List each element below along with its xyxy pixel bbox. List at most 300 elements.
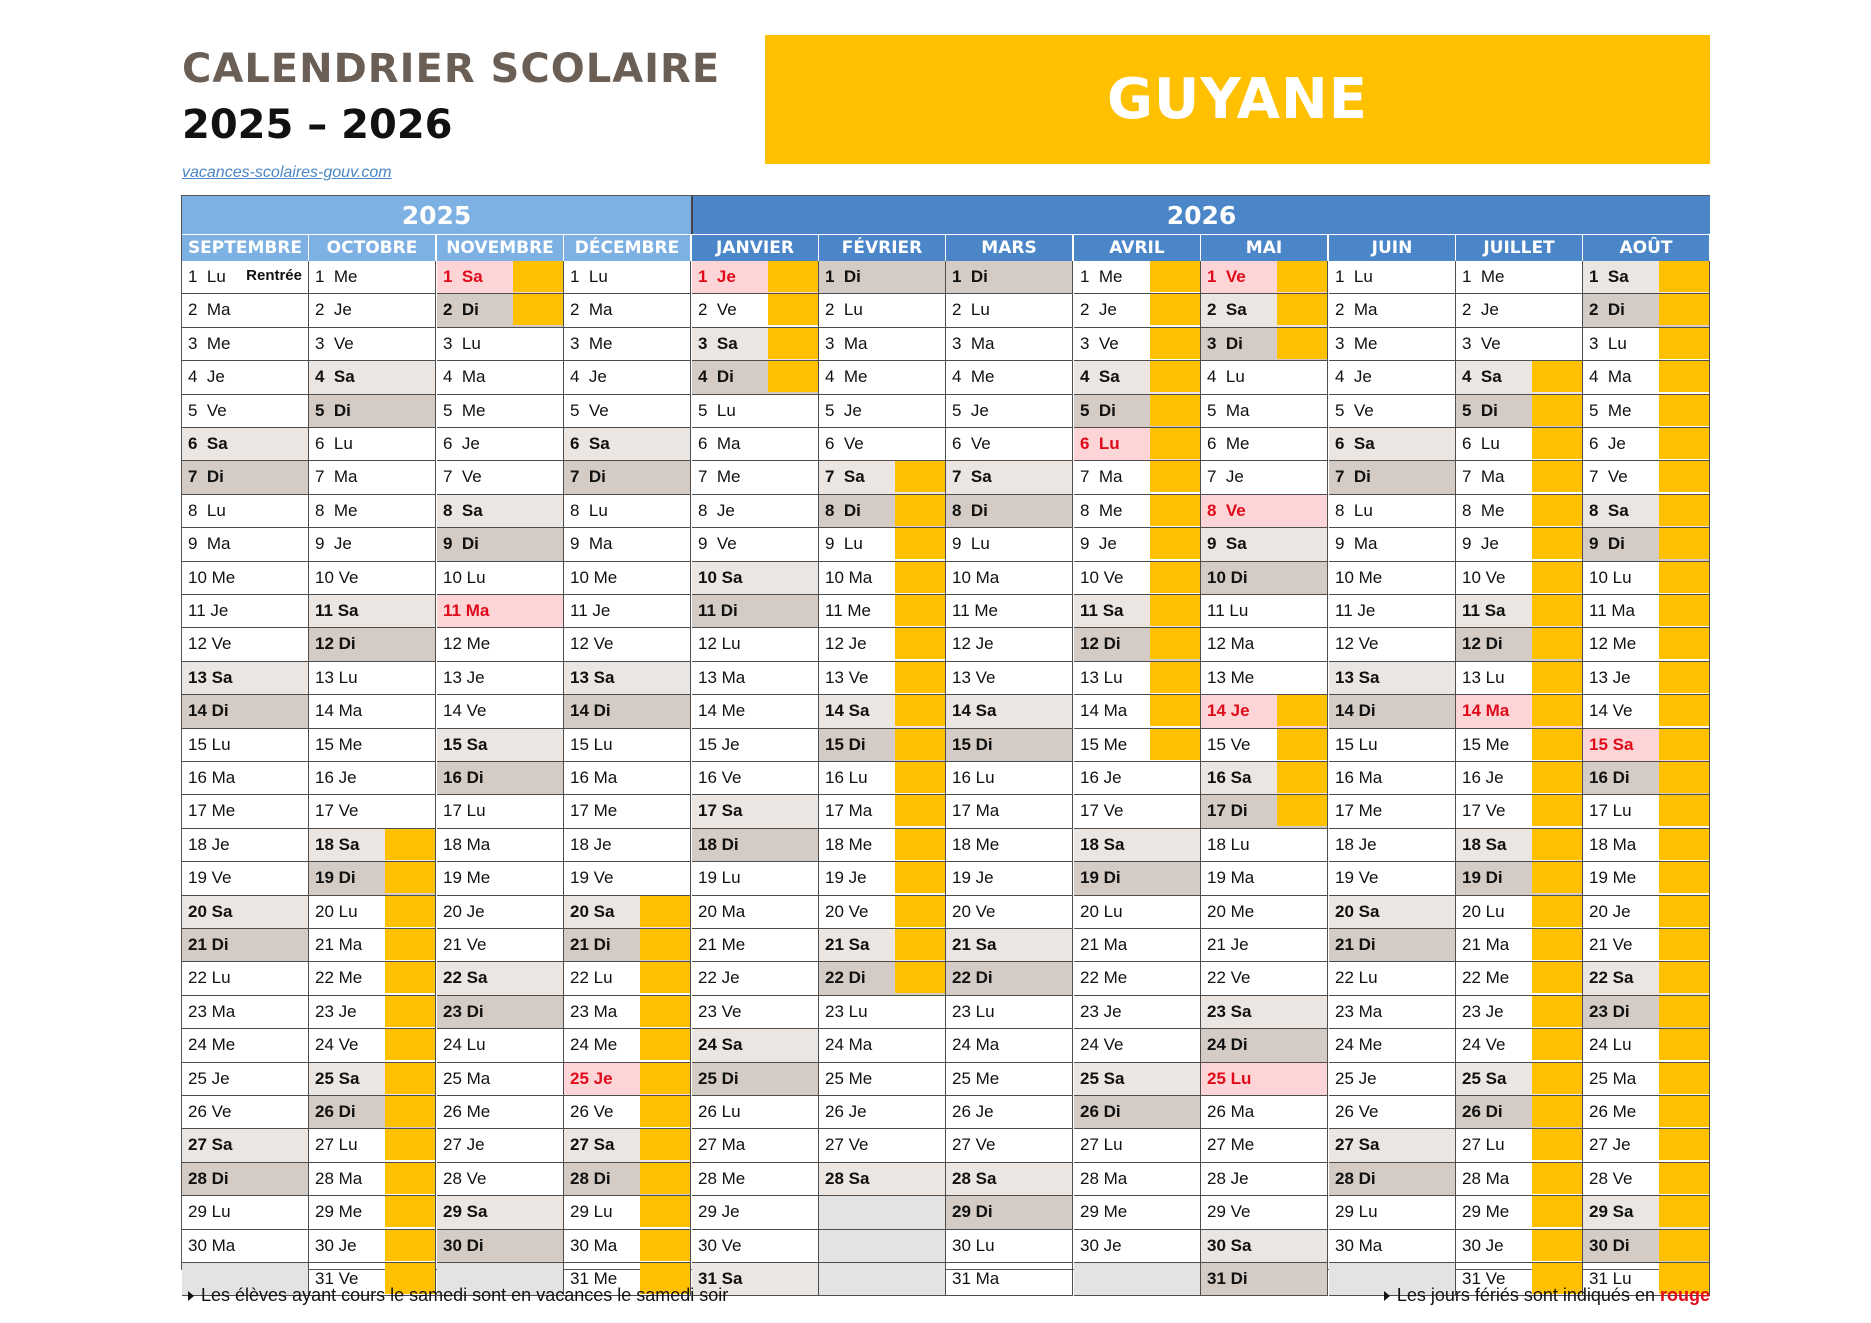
day-label: 17 Ma (825, 801, 873, 820)
day-cell (309, 862, 436, 896)
day-label: 26 Je (952, 1102, 994, 1121)
day-label: 14 Sa (825, 701, 870, 720)
day-label: 8 Lu (1335, 501, 1373, 520)
day-label: 19 Lu (698, 868, 741, 887)
day-cell (1329, 361, 1456, 395)
day-label: 20 Ve (825, 902, 869, 921)
day-cell (946, 1230, 1073, 1263)
day-label: 4 Me (952, 367, 995, 386)
day-label: 13 Je (443, 668, 485, 687)
day-cell (1456, 1129, 1583, 1163)
region-banner (765, 35, 1710, 164)
vacation-marker (385, 1096, 435, 1127)
day-label: 26 Lu (698, 1102, 741, 1121)
day-cell (1456, 1196, 1583, 1230)
vacation-marker (1277, 294, 1327, 325)
day-cell (1456, 1096, 1583, 1129)
day-label: 14 Je (1207, 701, 1250, 720)
day-label: 3 Ma (952, 334, 995, 353)
day-label: 1 Sa (1589, 267, 1629, 286)
day-cell (819, 929, 946, 962)
day-label: 2 Di (443, 300, 479, 319)
day-label: 5 Me (443, 401, 486, 420)
day-cell (1201, 1263, 1328, 1296)
day-cell (1583, 1129, 1710, 1163)
day-cell (1329, 1096, 1456, 1129)
day-label: 30 Je (315, 1236, 357, 1255)
day-label: 6 Sa (570, 434, 610, 453)
day-label: 27 Me (1207, 1135, 1255, 1154)
day-label: 24 Ma (825, 1035, 873, 1054)
day-label: 10 Ve (1080, 568, 1124, 587)
vacation-marker (1532, 528, 1582, 559)
day-label: 25 Sa (315, 1069, 360, 1088)
day-cell (1201, 461, 1328, 495)
calendar-grid (181, 195, 1710, 1288)
day-label: 3 Sa (698, 334, 738, 353)
day-label: 20 Ma (698, 902, 746, 921)
vacation-marker (1277, 762, 1327, 793)
day-label: 28 Ve (1589, 1169, 1633, 1188)
day-label: 26 Je (825, 1102, 867, 1121)
day-cell (1456, 996, 1583, 1029)
day-cell (1201, 929, 1328, 962)
day-label: 2 Ma (188, 300, 231, 319)
day-cell (309, 428, 436, 461)
day-label: 18 Je (1335, 835, 1377, 854)
vacation-marker (1150, 261, 1200, 292)
vacation-marker (1659, 461, 1709, 492)
day-cell (946, 662, 1073, 695)
day-cell (1329, 829, 1456, 862)
day-label: 21 Di (188, 935, 229, 954)
day-label: 24 Me (188, 1035, 236, 1054)
day-cell (182, 294, 309, 328)
day-label: 28 Ve (443, 1169, 487, 1188)
day-cell (182, 829, 309, 862)
day-cell (564, 1163, 691, 1196)
month-header: SEPTEMBRE (182, 234, 309, 261)
day-label: 25 Je (1335, 1069, 1377, 1088)
day-cell (182, 862, 309, 896)
day-label: 13 Lu (1080, 668, 1123, 687)
day-cell (1074, 662, 1201, 695)
day-label: 7 Ma (315, 467, 358, 486)
day-label: 17 Ve (315, 801, 359, 820)
day-cell (309, 1029, 436, 1063)
day-cell (692, 695, 819, 729)
day-cell (564, 962, 691, 996)
vacation-marker (1659, 996, 1709, 1027)
holiday-legend-text: Les jours fériés sont indiqués en (1396, 1285, 1655, 1305)
month-header: JUILLET (1456, 234, 1583, 261)
day-cell (692, 294, 819, 328)
day-cell (1456, 261, 1583, 294)
day-label: 6 Je (443, 434, 480, 453)
day-cell (1456, 595, 1583, 628)
day-label: 7 Ma (1080, 467, 1123, 486)
day-cell (182, 1029, 309, 1063)
day-cell (182, 595, 309, 628)
day-cell (1074, 595, 1201, 628)
day-cell (437, 1196, 564, 1230)
day-label: 27 Lu (315, 1135, 358, 1154)
day-cell (309, 695, 436, 729)
day-cell (309, 729, 436, 762)
vacation-marker (895, 729, 945, 760)
empty-day-cell (819, 1196, 946, 1230)
day-cell (437, 495, 564, 528)
day-label: 26 Di (315, 1102, 356, 1121)
day-cell (182, 729, 309, 762)
day-cell (309, 996, 436, 1029)
day-label: 11 Je (1335, 601, 1376, 620)
vacation-marker (1532, 495, 1582, 526)
day-cell (1456, 1230, 1583, 1263)
day-label: 9 Ma (188, 534, 231, 553)
day-label: 10 Ve (315, 568, 359, 587)
day-label: 10 Lu (443, 568, 486, 587)
day-label: 8 Je (698, 501, 735, 520)
day-label: 4 Ma (443, 367, 486, 386)
day-label: 10 Lu (1589, 568, 1632, 587)
day-label: 16 Di (443, 768, 484, 787)
day-label: 23 Ma (570, 1002, 618, 1021)
vacation-marker (1532, 795, 1582, 826)
day-cell (692, 795, 819, 829)
day-cell (564, 762, 691, 795)
day-label: 12 Je (952, 634, 994, 653)
day-cell (692, 395, 819, 428)
day-cell (437, 1163, 564, 1196)
day-label: 22 Di (825, 968, 866, 987)
day-cell (309, 962, 436, 996)
day-label: 15 Me (315, 735, 363, 754)
day-cell (1329, 428, 1456, 461)
day-cell (309, 1063, 436, 1096)
day-cell (819, 395, 946, 428)
day-cell (182, 461, 309, 495)
day-label: 12 Di (1080, 634, 1121, 653)
day-cell (182, 361, 309, 395)
day-cell (1329, 1230, 1456, 1263)
day-label: 14 Ma (315, 701, 363, 720)
day-cell (1456, 762, 1583, 795)
vacation-marker (640, 962, 690, 993)
day-cell (1329, 1129, 1456, 1163)
day-label: 18 Ma (443, 835, 491, 854)
day-label: 19 Je (825, 868, 867, 887)
day-label: 26 Ve (188, 1102, 232, 1121)
day-cell (819, 528, 946, 562)
day-label: 25 Di (698, 1069, 739, 1088)
day-label: 10 Ma (825, 568, 873, 587)
day-label: 16 Ma (1335, 768, 1383, 787)
day-cell (946, 896, 1073, 929)
vacation-marker (1150, 562, 1200, 593)
holiday-day-cell (1583, 729, 1710, 762)
day-cell (946, 1163, 1073, 1196)
day-label: 5 Di (1462, 401, 1498, 420)
day-cell (1074, 896, 1201, 929)
day-cell (1456, 862, 1583, 896)
day-cell (692, 328, 819, 361)
day-cell (564, 1029, 691, 1063)
day-cell (437, 328, 564, 361)
day-label: 23 Je (1080, 1002, 1122, 1021)
day-cell (1201, 662, 1328, 695)
day-cell (1201, 862, 1328, 896)
saturday-note (188, 1285, 728, 1306)
day-cell (946, 528, 1073, 562)
day-cell (437, 1096, 564, 1129)
day-label: 12 Di (1462, 634, 1503, 653)
day-label: 4 Je (1335, 367, 1372, 386)
vacation-marker (1150, 395, 1200, 426)
day-label: 9 Di (1589, 534, 1625, 553)
day-cell (309, 628, 436, 662)
vacation-marker (640, 1096, 690, 1127)
day-label: 21 Di (570, 935, 611, 954)
day-label: 26 Di (1080, 1102, 1121, 1121)
day-label: 13 Me (1207, 668, 1255, 687)
day-cell (1074, 528, 1201, 562)
day-cell (1201, 1129, 1328, 1163)
day-cell (437, 695, 564, 729)
day-cell (1329, 528, 1456, 562)
vacation-marker (1659, 762, 1709, 793)
empty-day-cell (819, 1263, 946, 1296)
day-label: 30 Sa (1207, 1236, 1252, 1255)
day-cell (692, 1029, 819, 1063)
day-cell (1583, 762, 1710, 795)
day-cell (1329, 328, 1456, 361)
saturday-note-text: Les élèves ayant cours le samedi sont en vacances le samedi soir (201, 1285, 729, 1305)
vacation-marker (1659, 1029, 1709, 1060)
day-cell (437, 361, 564, 395)
day-cell (564, 662, 691, 695)
day-cell (182, 795, 309, 829)
day-cell (437, 1230, 564, 1263)
day-label: 25 Sa (1462, 1069, 1507, 1088)
vacation-marker (1277, 328, 1327, 359)
day-label: 16 Sa (1207, 768, 1252, 787)
day-label: 18 Ma (1589, 835, 1637, 854)
day-cell (1201, 1029, 1328, 1063)
day-label: 28 Je (1207, 1169, 1249, 1188)
day-label: 11 Me (952, 601, 998, 620)
day-cell (182, 261, 309, 294)
vacation-marker (1659, 729, 1709, 760)
day-label: 27 Sa (570, 1135, 615, 1154)
holiday-day-cell (1456, 695, 1583, 729)
day-label: 26 Ma (1207, 1102, 1255, 1121)
day-label: 27 Je (443, 1135, 485, 1154)
day-label: 28 Di (1335, 1169, 1376, 1188)
day-label: 5 Di (315, 401, 351, 420)
day-cell (1583, 862, 1710, 896)
vacation-marker (1659, 428, 1709, 459)
day-cell (1074, 996, 1201, 1029)
day-label: 27 Lu (1462, 1135, 1505, 1154)
vacation-marker (385, 1129, 435, 1160)
day-cell (1329, 1063, 1456, 1096)
day-label: 22 Me (1080, 968, 1128, 987)
day-label: 14 Ve (443, 701, 487, 720)
day-cell (182, 929, 309, 962)
day-cell (819, 762, 946, 795)
day-label: 11 Di (698, 601, 738, 620)
vacation-marker (1532, 1029, 1582, 1060)
day-label: 25 Lu (1207, 1069, 1252, 1088)
vacation-marker (385, 829, 435, 860)
day-label: 29 Sa (1589, 1202, 1634, 1221)
holiday-day-cell (1201, 695, 1328, 729)
day-label: 20 Je (1589, 902, 1631, 921)
day-cell (1329, 996, 1456, 1029)
day-cell (1456, 328, 1583, 361)
day-label: 26 Me (443, 1102, 491, 1121)
day-label: 28 Ma (1080, 1169, 1128, 1188)
day-cell (1329, 795, 1456, 829)
day-label: 12 Je (825, 634, 867, 653)
day-label: 6 Lu (315, 434, 353, 453)
day-label: 5 Ve (188, 401, 227, 420)
day-label: 22 Lu (570, 968, 613, 987)
day-cell (946, 628, 1073, 662)
day-cell (819, 562, 946, 595)
day-cell (564, 628, 691, 662)
day-label: 7 Je (1207, 467, 1244, 486)
day-label: 2 Ma (1335, 300, 1378, 319)
day-cell (692, 762, 819, 795)
day-cell (1201, 1163, 1328, 1196)
day-label: 10 Me (1335, 568, 1383, 587)
day-cell (1583, 328, 1710, 361)
vacation-marker (1277, 695, 1327, 726)
day-label: 31 Sa (698, 1269, 743, 1288)
day-label: 8 Sa (1589, 501, 1629, 520)
day-label: 22 Lu (188, 968, 231, 987)
day-label: 27 Sa (1335, 1135, 1380, 1154)
day-label: 6 Ve (952, 434, 991, 453)
day-label: 12 Lu (698, 634, 741, 653)
day-cell (1583, 1063, 1710, 1096)
day-cell (1329, 929, 1456, 962)
day-cell (1201, 829, 1328, 862)
day-cell (437, 461, 564, 495)
day-cell (1583, 795, 1710, 829)
day-cell (309, 495, 436, 528)
vacation-marker (1659, 1230, 1709, 1261)
day-cell (1201, 628, 1328, 662)
day-cell (1074, 929, 1201, 962)
day-cell (564, 328, 691, 361)
day-cell (437, 1063, 564, 1096)
day-cell (1201, 962, 1328, 996)
day-label: 13 Lu (1462, 668, 1505, 687)
day-cell (1456, 562, 1583, 595)
vacation-marker (1532, 1129, 1582, 1160)
day-cell (564, 595, 691, 628)
day-label: 4 Lu (1207, 367, 1245, 386)
vacation-marker (1659, 595, 1709, 626)
day-cell (1583, 294, 1710, 328)
day-cell (1329, 1029, 1456, 1063)
day-label: 19 Ma (1207, 868, 1255, 887)
day-cell (309, 528, 436, 562)
day-cell (564, 294, 691, 328)
day-label: 3 Ve (1080, 334, 1119, 353)
day-cell (182, 1096, 309, 1129)
holiday-day-cell (1074, 428, 1201, 461)
day-cell (819, 996, 946, 1029)
day-cell (1583, 562, 1710, 595)
day-label: 11 Ma (1589, 601, 1635, 620)
day-label: 11 Me (825, 601, 871, 620)
day-cell (1074, 829, 1201, 862)
day-cell (309, 1129, 436, 1163)
day-cell (692, 1196, 819, 1230)
day-cell (1329, 662, 1456, 695)
day-label: 6 Ve (825, 434, 864, 453)
day-label: 11 Sa (1080, 601, 1124, 620)
day-cell (1201, 595, 1328, 628)
day-label: 2 Ve (698, 300, 737, 319)
day-label: 24 Lu (443, 1035, 486, 1054)
vacation-marker (640, 1129, 690, 1160)
day-label: 23 Di (1589, 1002, 1630, 1021)
day-label: 25 Me (825, 1069, 873, 1088)
day-label: 13 Ve (825, 668, 869, 687)
day-cell (819, 628, 946, 662)
day-label: 28 Di (188, 1169, 229, 1188)
vacation-marker (895, 962, 945, 993)
day-label: 7 Ve (1589, 467, 1628, 486)
day-label: 18 Je (570, 835, 612, 854)
day-cell (1583, 662, 1710, 695)
day-label: 11 Ma (443, 601, 490, 620)
day-label: 8 Lu (570, 501, 608, 520)
vacation-marker (1659, 528, 1709, 559)
day-cell (1201, 762, 1328, 795)
day-label: 4 Di (698, 367, 734, 386)
day-label: 23 Ma (1335, 1002, 1383, 1021)
day-label: 14 Di (570, 701, 611, 720)
source-link[interactable]: vacances-scolaires-gouv.com (182, 164, 392, 181)
day-label: 19 Je (952, 868, 994, 887)
day-cell (1456, 729, 1583, 762)
vacation-marker (1659, 495, 1709, 526)
day-label: 28 Ma (1462, 1169, 1510, 1188)
day-label: 29 Je (698, 1202, 740, 1221)
vacation-marker (1532, 1196, 1582, 1227)
vacation-marker (1532, 1063, 1582, 1094)
day-cell (1074, 862, 1201, 896)
day-label: 24 Me (1335, 1035, 1383, 1054)
day-cell (1074, 628, 1201, 662)
vacation-marker (1659, 896, 1709, 927)
day-label: 3 Me (1335, 334, 1378, 353)
day-label: 13 Ma (698, 668, 746, 687)
day-cell (309, 1230, 436, 1263)
day-cell (819, 896, 946, 929)
day-label: 2 Di (1589, 300, 1625, 319)
day-label: 22 Ve (1207, 968, 1251, 987)
day-cell (946, 829, 1073, 862)
vacation-marker (385, 996, 435, 1027)
day-label: 21 Ve (443, 935, 487, 954)
